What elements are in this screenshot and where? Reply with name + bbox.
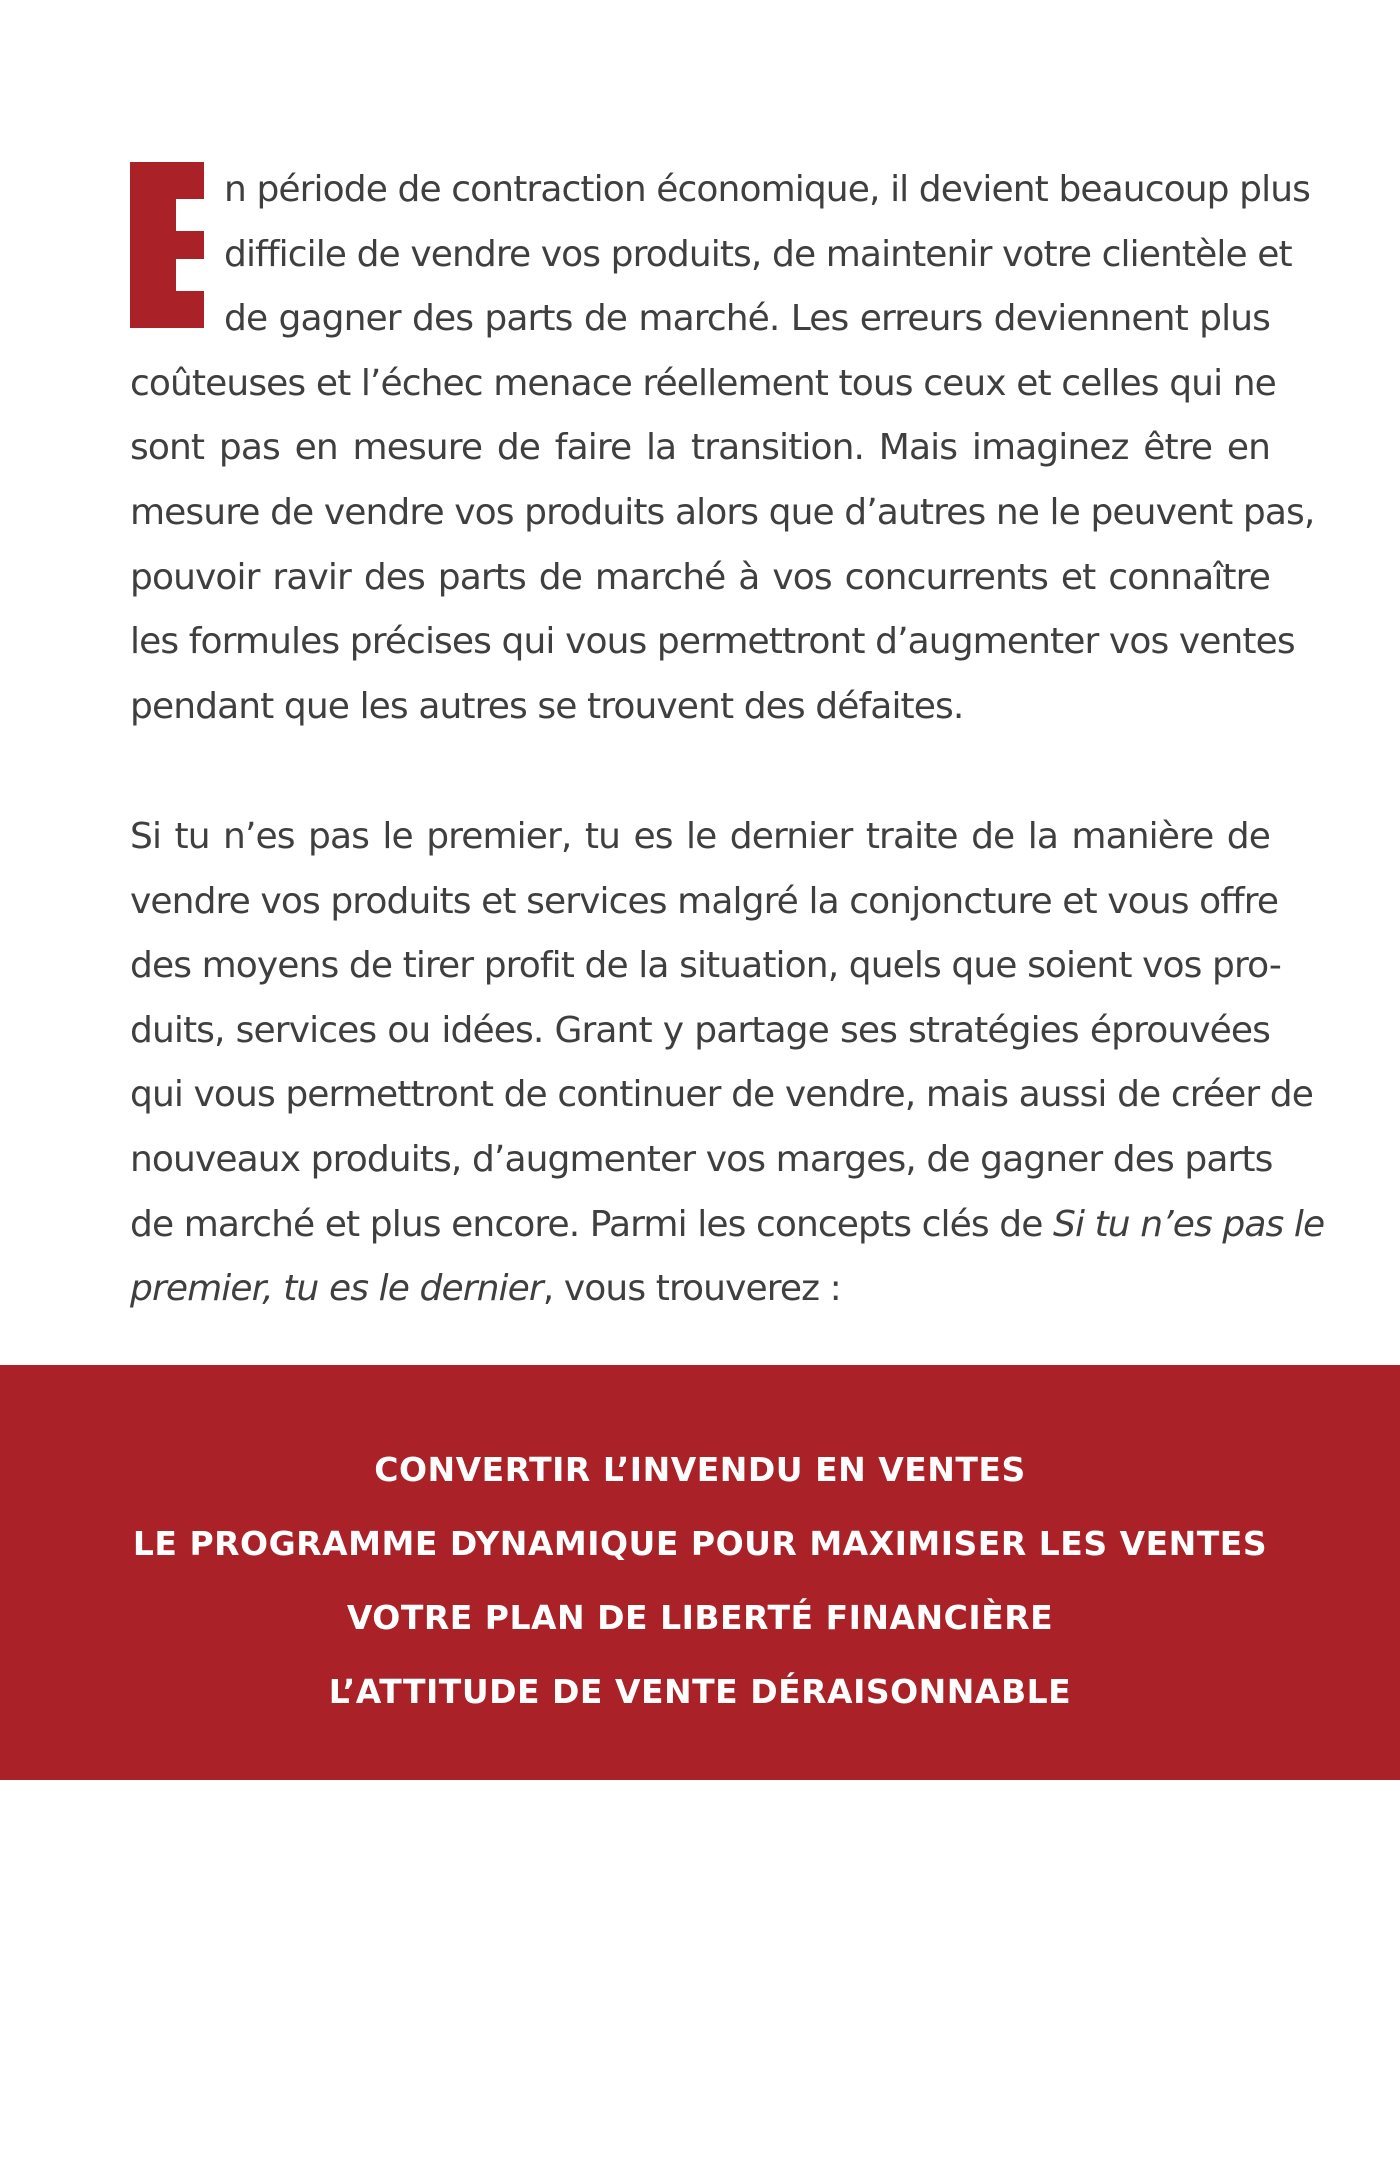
body-line: [130, 1257, 1270, 1322]
concept-item: L’ATTITUDE DE VENTE DÉRAISONNABLE: [328, 1672, 1072, 1711]
body-line-text: de marché et plus encore. Parmi les concepts clés de: [130, 1203, 1053, 1245]
intro-line: coûteuses et l’échec menace réellement tous ceux et celles qui ne: [130, 362, 1276, 404]
concept-item: LE PROGRAMME DYNAMIQUE POUR MAXIMISER LES VENTES: [132, 1524, 1268, 1563]
concepts-band: [0, 1365, 1400, 1780]
body-line: qui vous permettront de continuer de vendre, mais aussi de créer de: [130, 1074, 1313, 1116]
body-line: nouveaux produits, d’augmenter vos marges, de gagner des parts: [130, 1138, 1273, 1180]
intro-line: difficile de vendre vos produits, de maintenir votre clientèle et: [224, 233, 1292, 275]
book-title-italic: Si tu n’es pas le: [1053, 1203, 1325, 1245]
intro-line: de gagner des parts de marché. Les erreurs deviennent plus: [224, 298, 1270, 340]
concepts-list: [0, 1433, 1400, 1729]
body-line: duits, services ou idées. Grant y partage ses stratégies éprouvées: [130, 1009, 1270, 1051]
intro-paragraph: [130, 158, 1315, 739]
body-line: [130, 1193, 1325, 1258]
concept-item: VOTRE PLAN DE LIBERTÉ FINANCIÈRE: [346, 1598, 1054, 1637]
drop-cap-notch-lower: [176, 259, 204, 291]
drop-cap: [130, 162, 204, 328]
intro-line: mesure de vendre vos produits alors que d’autres ne le peuvent pas,: [130, 491, 1315, 533]
drop-cap-notch-upper: [176, 199, 204, 231]
drop-cap-letter: [130, 162, 204, 328]
concept-item: CONVERTIR L’INVENDU EN VENTES: [374, 1450, 1026, 1489]
intro-line: pouvoir ravir des parts de marché à vos concurrents et connaître: [130, 556, 1270, 598]
body-paragraph: [130, 805, 1325, 1322]
intro-line: n période de contraction économique, il devient beaucoup plus: [224, 169, 1310, 210]
body-line: vendre vos produits et services malgré la conjoncture et vous offre: [130, 880, 1279, 922]
body-line: des moyens de tirer profit de la situation, quels que soient vos pro-: [130, 945, 1281, 987]
body-line-text: , vous trouverez :: [542, 1268, 841, 1310]
book-title-italic: premier, tu es le dernier: [130, 1268, 543, 1310]
body-line: Si tu n’es pas le premier, tu es le dernier traite de la manière de: [130, 816, 1270, 857]
intro-line: les formules précises qui vous permettront d’augmenter vos ventes: [130, 621, 1295, 663]
intro-line: pendant que les autres se trouvent des défaites.: [130, 685, 964, 727]
intro-line: sont pas en mesure de faire la transition. Mais imaginez être en: [130, 427, 1270, 469]
